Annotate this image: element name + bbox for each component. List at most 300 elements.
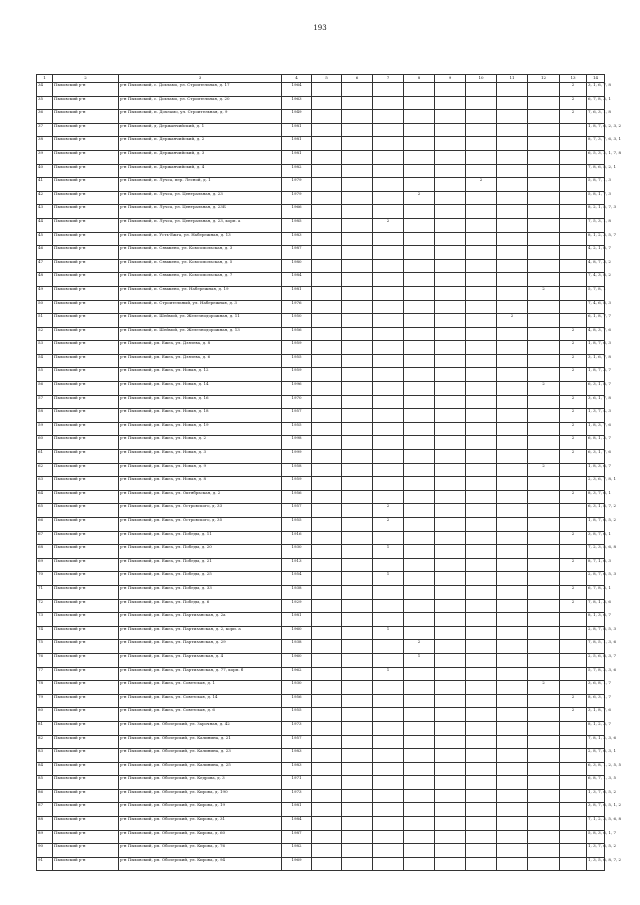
- value-cell: [528, 477, 560, 491]
- value-cell: [466, 341, 497, 355]
- value-cell: [497, 110, 528, 124]
- value-cell: 2: [560, 531, 587, 545]
- value-cell: [528, 518, 560, 532]
- address-cell: р-н Пыховский, рп. Обозерский, ул. Кедрова, д. 3: [119, 776, 282, 790]
- empty-cell: [312, 653, 342, 667]
- year-cell: 1956: [282, 327, 312, 341]
- empty-cell: [342, 626, 373, 640]
- empty-cell: [312, 137, 342, 151]
- district-cell: Пыховский р-н: [53, 531, 119, 545]
- value-cell: [528, 749, 560, 763]
- empty-cell: [342, 667, 373, 681]
- code-list-cell: 2, 3, 6, 7, 8, 1: [587, 477, 605, 491]
- year-cell: 1938: [282, 585, 312, 599]
- code-list-cell: 8, 1, 3, 6, 7: [587, 613, 605, 627]
- year-cell: 1987: [282, 830, 312, 844]
- empty-cell: [312, 191, 342, 205]
- table-row: [37, 436, 605, 450]
- row-number-cell: 56: [37, 382, 53, 396]
- row-number-cell: 87: [37, 803, 53, 817]
- value-cell: [528, 613, 560, 627]
- value-cell: [497, 762, 528, 776]
- value-cell: [497, 327, 528, 341]
- value-cell: [404, 490, 435, 504]
- value-cell: [404, 123, 435, 137]
- row-number-cell: 79: [37, 694, 53, 708]
- empty-cell: [342, 436, 373, 450]
- value-cell: [528, 817, 560, 831]
- empty-cell: [342, 817, 373, 831]
- value-cell: 1: [404, 653, 435, 667]
- address-cell: р-н Пыховский, рп. Ежга, ул. Советская, д. 14: [119, 694, 282, 708]
- value-cell: [560, 681, 587, 695]
- empty-cell: [342, 178, 373, 192]
- value-cell: [373, 694, 404, 708]
- year-cell: 1984: [282, 273, 312, 287]
- address-cell: р-н Пыховский, п. Держанчийский, д. 4: [119, 164, 282, 178]
- value-cell: [373, 300, 404, 314]
- row-number-cell: 47: [37, 259, 53, 273]
- address-cell: р-н Пыховский, рп. Ежга, ул. Новая, д. 12: [119, 368, 282, 382]
- address-cell: р-н Пыховский, рп. Ежга, ул. Новая, д. 9: [119, 463, 282, 477]
- empty-cell: [435, 545, 466, 559]
- district-cell: Пыховский р-н: [53, 463, 119, 477]
- empty-cell: [435, 613, 466, 627]
- value-cell: [497, 626, 528, 640]
- empty-cell: [312, 123, 342, 137]
- value-cell: 2: [528, 681, 560, 695]
- column-header: 1: [37, 75, 53, 83]
- value-cell: [560, 314, 587, 328]
- value-cell: [528, 218, 560, 232]
- value-cell: [466, 409, 497, 423]
- value-cell: [497, 531, 528, 545]
- district-cell: Пыховский р-н: [53, 286, 119, 300]
- district-cell: Пыховский р-н: [53, 137, 119, 151]
- empty-cell: [312, 382, 342, 396]
- code-list-cell: 7, 4, 3, 8, 2: [587, 273, 605, 287]
- year-cell: 1960: [282, 626, 312, 640]
- value-cell: [404, 789, 435, 803]
- empty-cell: [435, 477, 466, 491]
- column-header: 7: [373, 75, 404, 83]
- value-cell: [466, 599, 497, 613]
- empty-cell: [342, 572, 373, 586]
- table-row: [37, 531, 605, 545]
- table-row: [37, 137, 605, 151]
- empty-cell: [342, 585, 373, 599]
- value-cell: 2: [560, 368, 587, 382]
- year-cell: 1985: [282, 218, 312, 232]
- row-number-cell: 73: [37, 613, 53, 627]
- value-cell: [404, 341, 435, 355]
- value-cell: [373, 776, 404, 790]
- year-cell: 1930: [282, 681, 312, 695]
- value-cell: 2: [373, 504, 404, 518]
- value-cell: [528, 708, 560, 722]
- empty-cell: [342, 653, 373, 667]
- value-cell: [373, 789, 404, 803]
- row-number-cell: 37: [37, 123, 53, 137]
- value-cell: [560, 749, 587, 763]
- value-cell: [560, 789, 587, 803]
- table-row: [37, 83, 605, 97]
- empty-cell: [312, 708, 342, 722]
- value-cell: [528, 422, 560, 436]
- district-cell: Пыховский р-н: [53, 803, 119, 817]
- value-cell: [528, 137, 560, 151]
- value-cell: [404, 368, 435, 382]
- value-cell: [528, 599, 560, 613]
- code-list-cell: 3, 1, 6, 7, 8: [587, 354, 605, 368]
- value-cell: [560, 504, 587, 518]
- address-cell: р-н Пыховский, с. Дохламо, ул. Строительная, д. 20: [119, 96, 282, 110]
- year-cell: 1982: [282, 844, 312, 858]
- table-row: [37, 749, 605, 763]
- value-cell: [466, 490, 497, 504]
- empty-cell: [342, 640, 373, 654]
- column-header: 12: [528, 75, 560, 83]
- address-cell: р-н Пыховский, рп. Ежга, ул. Победы, д. 20: [119, 545, 282, 559]
- table-row: [37, 178, 605, 192]
- year-cell: 1916: [282, 531, 312, 545]
- table-row: [37, 626, 605, 640]
- empty-cell: [435, 436, 466, 450]
- table-row: [37, 776, 605, 790]
- address-cell: р-н Пыховский, п. Шеймой, ул. Железнодорожная, д. 11: [119, 314, 282, 328]
- value-cell: [528, 327, 560, 341]
- code-list-cell: 8, 2, 1, 5, 7, 3: [587, 205, 605, 219]
- value-cell: [404, 721, 435, 735]
- empty-cell: [435, 694, 466, 708]
- value-cell: [528, 504, 560, 518]
- year-cell: 1981: [282, 150, 312, 164]
- value-cell: [404, 137, 435, 151]
- empty-cell: [435, 653, 466, 667]
- value-cell: [373, 123, 404, 137]
- row-number-cell: 74: [37, 626, 53, 640]
- empty-cell: [435, 762, 466, 776]
- empty-cell: [435, 531, 466, 545]
- address-cell: р-н Пыховский, рп. Ежга, ул. Островского, д. 35: [119, 518, 282, 532]
- value-cell: 2: [560, 110, 587, 124]
- value-cell: [404, 232, 435, 246]
- value-cell: [404, 694, 435, 708]
- code-list-cell: 4, 8, 7, 3, 2: [587, 259, 605, 273]
- value-cell: [404, 477, 435, 491]
- value-cell: [497, 246, 528, 260]
- district-cell: Пыховский р-н: [53, 681, 119, 695]
- empty-cell: [435, 314, 466, 328]
- value-cell: [497, 232, 528, 246]
- table-row: [37, 327, 605, 341]
- address-cell: р-н Пыховский, п. Лучса, ул. Центральная, д. 23, корп. а: [119, 218, 282, 232]
- empty-cell: [435, 368, 466, 382]
- address-cell: р-н Пыховский, рп. Ежга, ул. Партизанская, д. 77, корп. б: [119, 667, 282, 681]
- row-number-cell: 59: [37, 422, 53, 436]
- empty-cell: [312, 789, 342, 803]
- value-cell: [466, 137, 497, 151]
- value-cell: [528, 653, 560, 667]
- empty-cell: [342, 518, 373, 532]
- value-cell: [466, 286, 497, 300]
- table-row: [37, 844, 605, 858]
- empty-cell: [312, 409, 342, 423]
- district-cell: Пыховский р-н: [53, 749, 119, 763]
- address-cell: р-н Пыховский, рп. Ежга, ул. Партизанская, д. 29: [119, 640, 282, 654]
- value-cell: [497, 450, 528, 464]
- value-cell: [528, 123, 560, 137]
- value-cell: [404, 626, 435, 640]
- value-cell: [497, 490, 528, 504]
- value-cell: [466, 817, 497, 831]
- empty-cell: [435, 205, 466, 219]
- row-number-cell: 55: [37, 368, 53, 382]
- address-cell: р-н Пыховский, рп. Обозерский, ул. Кирова, д. 60: [119, 830, 282, 844]
- code-list-cell: 3, 6, 1, 7, 8: [587, 395, 605, 409]
- empty-cell: [342, 409, 373, 423]
- value-cell: [373, 368, 404, 382]
- code-list-cell: 7, 8, 1, 3, 6: [587, 599, 605, 613]
- value-cell: [466, 436, 497, 450]
- empty-cell: [312, 286, 342, 300]
- value-cell: [404, 844, 435, 858]
- value-cell: [560, 191, 587, 205]
- value-cell: [528, 762, 560, 776]
- district-cell: Пыховский р-н: [53, 490, 119, 504]
- address-cell: р-н Пыховский, рп. Обозерский, ул. Кирова, д. 31: [119, 817, 282, 831]
- table-row: [37, 585, 605, 599]
- empty-cell: [435, 178, 466, 192]
- year-cell: 1938: [282, 640, 312, 654]
- value-cell: [497, 749, 528, 763]
- value-cell: [497, 150, 528, 164]
- row-number-cell: 81: [37, 721, 53, 735]
- district-cell: Пыховский р-н: [53, 721, 119, 735]
- column-header: 5: [312, 75, 342, 83]
- row-number-cell: 49: [37, 286, 53, 300]
- empty-cell: [435, 585, 466, 599]
- district-cell: Пыховский р-н: [53, 613, 119, 627]
- empty-cell: [435, 286, 466, 300]
- value-cell: [404, 572, 435, 586]
- code-list-cell: 1, 3, 7, 4, 3: [587, 409, 605, 423]
- value-cell: [497, 436, 528, 450]
- row-number-cell: 40: [37, 164, 53, 178]
- empty-cell: [435, 789, 466, 803]
- value-cell: [404, 327, 435, 341]
- empty-cell: [312, 817, 342, 831]
- value-cell: [560, 232, 587, 246]
- value-cell: 2: [560, 585, 587, 599]
- district-cell: Пыховский р-н: [53, 817, 119, 831]
- code-list-cell: 1, 3, 7, 6, 5, 2: [587, 844, 605, 858]
- value-cell: [466, 735, 497, 749]
- empty-cell: [312, 803, 342, 817]
- value-cell: [528, 205, 560, 219]
- row-number-cell: 77: [37, 667, 53, 681]
- year-cell: 1976: [282, 300, 312, 314]
- value-cell: [373, 762, 404, 776]
- district-cell: Пыховский р-н: [53, 789, 119, 803]
- code-list-cell: 7, 8, 5, 1, 3, 6: [587, 640, 605, 654]
- value-cell: [528, 735, 560, 749]
- empty-cell: [435, 749, 466, 763]
- value-cell: [466, 518, 497, 532]
- year-cell: 1963: [282, 96, 312, 110]
- value-cell: [373, 749, 404, 763]
- value-cell: [528, 273, 560, 287]
- row-number-cell: 57: [37, 395, 53, 409]
- row-number-cell: 54: [37, 354, 53, 368]
- empty-cell: [435, 667, 466, 681]
- empty-cell: [435, 640, 466, 654]
- year-cell: 1913: [282, 558, 312, 572]
- column-header: 2: [53, 75, 119, 83]
- value-cell: [560, 613, 587, 627]
- value-cell: [404, 708, 435, 722]
- value-cell: [466, 150, 497, 164]
- district-cell: Пыховский р-н: [53, 545, 119, 559]
- table-row: [37, 409, 605, 423]
- row-number-cell: 58: [37, 409, 53, 423]
- district-cell: Пыховский р-н: [53, 667, 119, 681]
- column-header: 9: [435, 75, 466, 83]
- value-cell: 2: [560, 341, 587, 355]
- value-cell: 2: [560, 490, 587, 504]
- empty-cell: [312, 450, 342, 464]
- value-cell: [466, 667, 497, 681]
- year-cell: 1981: [282, 286, 312, 300]
- code-list-cell: 3, 1, 8, 7, 6: [587, 708, 605, 722]
- empty-cell: [342, 368, 373, 382]
- value-cell: 2: [528, 382, 560, 396]
- empty-cell: [342, 205, 373, 219]
- value-cell: [466, 653, 497, 667]
- code-list-cell: 6, 8, 7, 1, 3, 5: [587, 776, 605, 790]
- table-row: [37, 205, 605, 219]
- address-cell: р-н Пыховский, рп. Ежга, ул. Партизанская, д. 2, корп. а: [119, 626, 282, 640]
- table-row: [37, 246, 605, 260]
- address-cell: р-н Пыховский, рп. Обозерский, ул. Калинина, д. 25: [119, 762, 282, 776]
- row-number-cell: 52: [37, 327, 53, 341]
- district-cell: Пыховский р-н: [53, 572, 119, 586]
- value-cell: [497, 286, 528, 300]
- address-cell: р-н Пыховский, рп. Обозерский, ул. Кирова, д. 19: [119, 803, 282, 817]
- value-cell: 1: [373, 667, 404, 681]
- code-list-cell: 7, 1, 2, 3, 5, 6, 8: [587, 817, 605, 831]
- empty-cell: [435, 857, 466, 871]
- table-row: [37, 599, 605, 613]
- code-list-cell: 1, 8, 3, 6, 7: [587, 463, 605, 477]
- table-row: [37, 150, 605, 164]
- value-cell: [497, 273, 528, 287]
- value-cell: [528, 490, 560, 504]
- district-cell: Пыховский р-н: [53, 694, 119, 708]
- table-row: [37, 368, 605, 382]
- district-cell: Пыховский р-н: [53, 382, 119, 396]
- value-cell: [560, 286, 587, 300]
- value-cell: [373, 681, 404, 695]
- empty-cell: [312, 640, 342, 654]
- year-cell: 1999: [282, 450, 312, 464]
- column-header: 4: [282, 75, 312, 83]
- empty-cell: [342, 327, 373, 341]
- value-cell: [373, 395, 404, 409]
- empty-cell: [312, 572, 342, 586]
- value-cell: [404, 409, 435, 423]
- value-cell: [528, 354, 560, 368]
- year-cell: 1964: [282, 83, 312, 97]
- value-cell: [404, 585, 435, 599]
- empty-cell: [312, 327, 342, 341]
- code-list-cell: 6, 7, 8, 3, 1: [587, 585, 605, 599]
- empty-cell: [342, 558, 373, 572]
- value-cell: [466, 857, 497, 871]
- value-cell: [373, 110, 404, 124]
- empty-cell: [312, 735, 342, 749]
- empty-cell: [312, 681, 342, 695]
- table-row: [37, 164, 605, 178]
- value-cell: [497, 477, 528, 491]
- value-cell: [373, 844, 404, 858]
- empty-cell: [342, 314, 373, 328]
- address-cell: р-н Пыховский, рп. Ежга, ул. Победы, д. 6: [119, 599, 282, 613]
- empty-cell: [312, 490, 342, 504]
- value-cell: [466, 531, 497, 545]
- row-number-cell: 46: [37, 246, 53, 260]
- empty-cell: [435, 558, 466, 572]
- address-cell: р-н Пыховский, рп. Ежга, ул. Новая, д. 16: [119, 395, 282, 409]
- empty-cell: [312, 585, 342, 599]
- value-cell: [466, 762, 497, 776]
- table-row: [37, 341, 605, 355]
- district-cell: Пыховский р-н: [53, 626, 119, 640]
- empty-cell: [435, 232, 466, 246]
- empty-cell: [435, 450, 466, 464]
- year-cell: 1959: [282, 477, 312, 491]
- value-cell: [466, 626, 497, 640]
- value-cell: [466, 314, 497, 328]
- value-cell: [497, 422, 528, 436]
- year-cell: 1987: [282, 246, 312, 260]
- value-cell: [373, 150, 404, 164]
- year-cell: 1929: [282, 599, 312, 613]
- value-cell: [373, 314, 404, 328]
- table-row: [37, 708, 605, 722]
- code-list-cell: 6, 3, 8, 1, 2, 5, 5: [587, 762, 605, 776]
- code-list-cell: 6, 8, 1, 3, 7: [587, 436, 605, 450]
- empty-cell: [435, 395, 466, 409]
- empty-cell: [342, 694, 373, 708]
- address-cell: р-н Пыховский, рп. Ежга, ул. Новая, д. 8: [119, 477, 282, 491]
- row-number-cell: 51: [37, 314, 53, 328]
- value-cell: [404, 749, 435, 763]
- empty-cell: [312, 830, 342, 844]
- table-row: [37, 545, 605, 559]
- empty-cell: [435, 463, 466, 477]
- value-cell: [497, 572, 528, 586]
- district-cell: Пыховский р-н: [53, 83, 119, 97]
- value-cell: [466, 640, 497, 654]
- row-number-cell: 91: [37, 857, 53, 871]
- empty-cell: [312, 178, 342, 192]
- value-cell: [497, 558, 528, 572]
- year-cell: 1979: [282, 191, 312, 205]
- empty-cell: [435, 83, 466, 97]
- address-cell: р-н Пыховский, рп. Ежга, ул. Островского, д. 33: [119, 504, 282, 518]
- value-cell: [497, 830, 528, 844]
